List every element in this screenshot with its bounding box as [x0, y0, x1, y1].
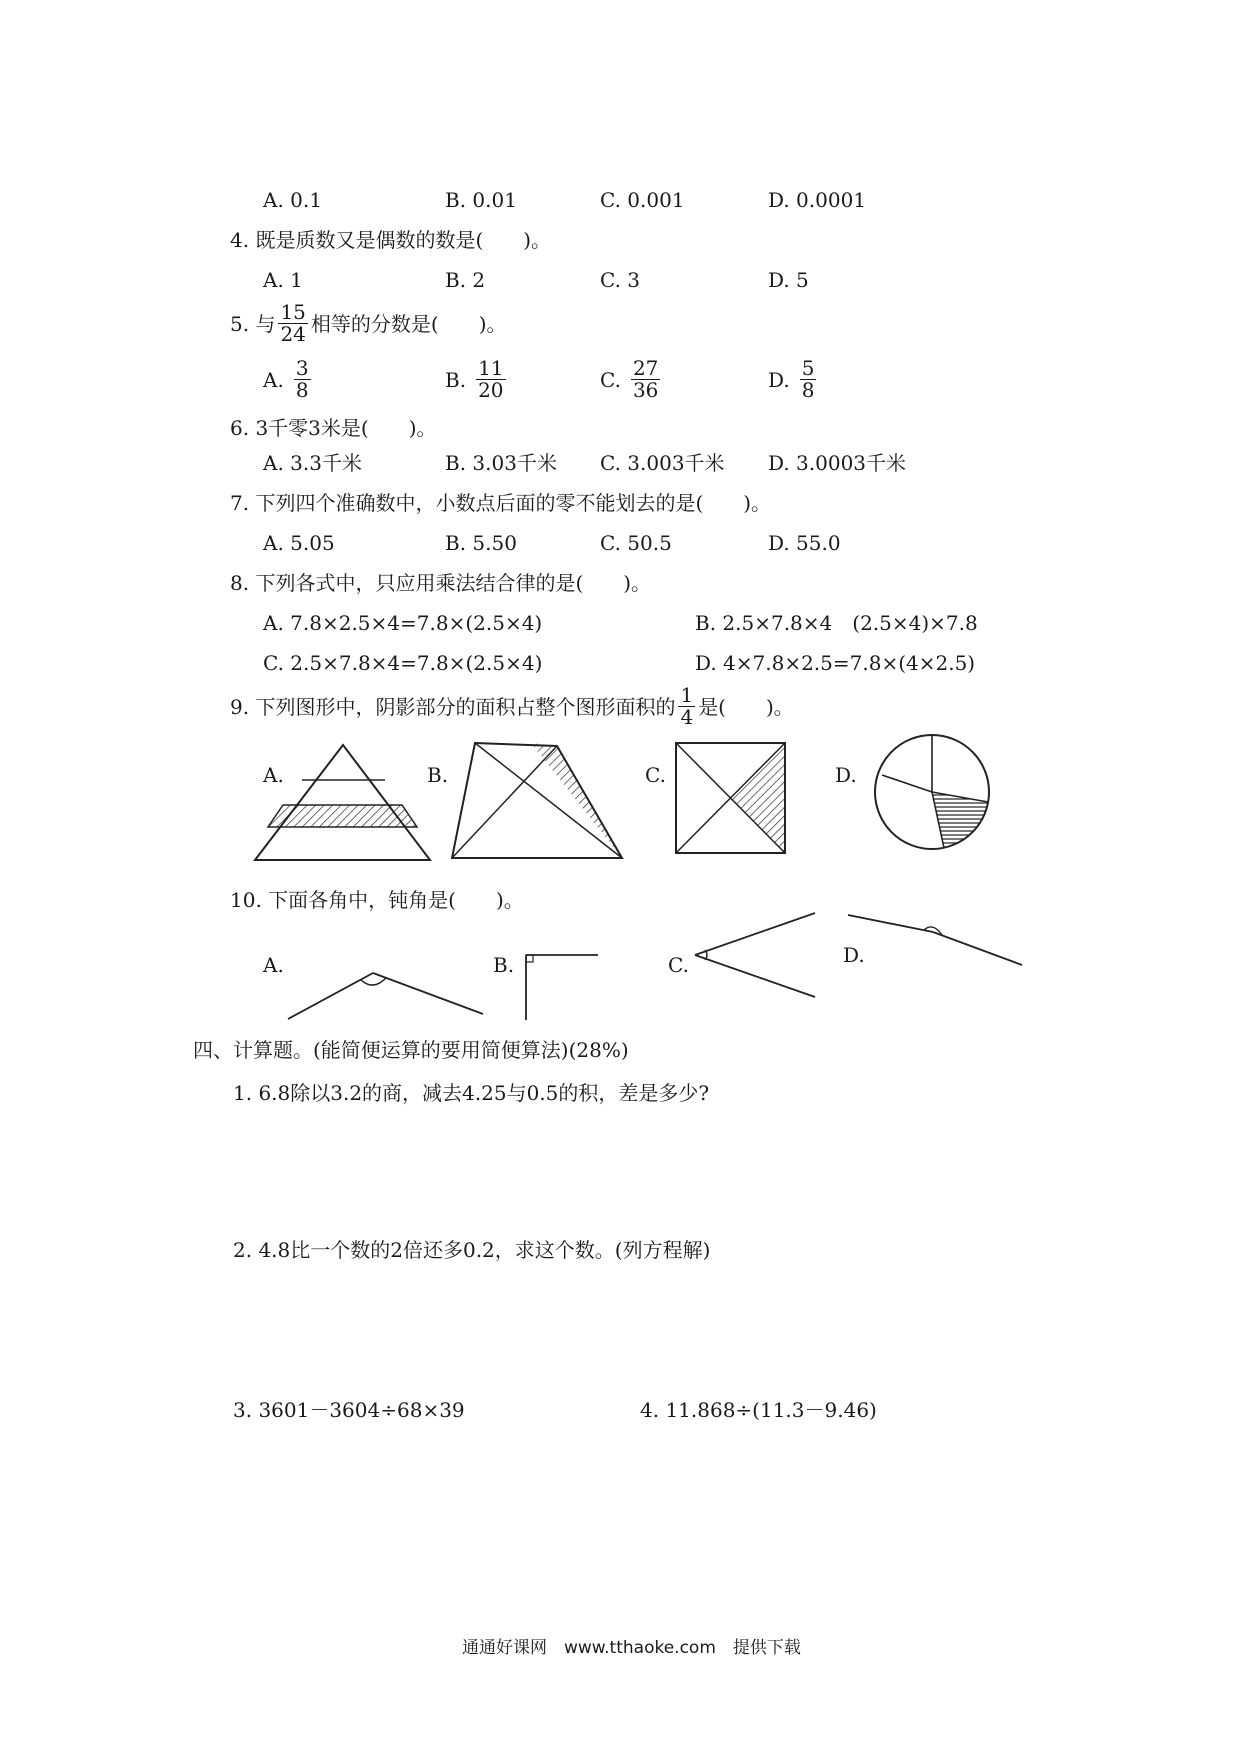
q3-option-c: C. 0.001 — [600, 188, 685, 212]
q5-option-b — [445, 358, 509, 401]
q7-option-b: B. 5.50 — [445, 531, 517, 555]
q9-label-b: B. — [427, 763, 449, 787]
q6-option-d: D. 3.0003千米 — [768, 451, 907, 475]
q3-option-a: A. 0.1 — [263, 188, 322, 212]
q8-option-b: B. 2.5×7.8×4 (2.5×4)×7.8 — [695, 611, 978, 635]
q5-option-d — [768, 358, 819, 401]
q4-option-a: A. 1 — [263, 268, 303, 292]
q5-fraction — [278, 302, 307, 345]
q10-label-c: C. — [668, 953, 689, 977]
q9-figure-a — [255, 738, 435, 863]
q5-suffix: 相等的分数是( )。 — [310, 311, 507, 336]
section4-item-1: 1. 6.8除以3.2的商，减去4.25与0.5的积，差是多少? — [233, 1081, 710, 1105]
q6-option-b: B. 3.03千米 — [445, 451, 557, 475]
q5-option-a-num: 3 — [295, 356, 309, 380]
q3-option-b: B. 0.01 — [445, 188, 517, 212]
q5-option-c-den: 36 — [632, 378, 659, 402]
q5-option-c-num: 27 — [632, 356, 659, 380]
q10-angle-d — [845, 910, 1025, 970]
q7-text: 7. 下列四个准确数中，小数点后面的零不能划去的是( )。 — [230, 491, 772, 515]
q8-option-c: C. 2.5×7.8×4=7.8×(2.5×4) — [263, 651, 543, 675]
q7-option-d: D. 55.0 — [768, 531, 841, 555]
q9-frac-num: 1 — [680, 683, 694, 707]
q4-option-b: B. 2 — [445, 268, 486, 292]
q8-option-a: A. 7.8×2.5×4=7.8×(2.5×4) — [263, 611, 543, 635]
q10-label-b: B. — [493, 953, 515, 977]
q5-prefix: 5. 与 — [230, 311, 276, 336]
footer-credit: 通通好课网 www.tthaoke.com 提供下载 — [462, 1638, 801, 1658]
q9-question — [230, 685, 794, 728]
q9-suffix: 是( )。 — [698, 694, 794, 719]
q5-option-a-den: 8 — [295, 378, 309, 402]
q8-option-d: D. 4×7.8×2.5=7.8×(4×2.5) — [695, 651, 976, 675]
q5-option-d-label: D. — [768, 367, 790, 392]
q5-option-b-num: 11 — [478, 356, 504, 380]
q4-option-c: C. 3 — [600, 268, 641, 292]
q9-label-d: D. — [835, 763, 857, 787]
q9-figure-d — [870, 730, 995, 855]
q9-prefix: 9. 下列图形中，阴影部分的面积占整个图形面积的 — [230, 694, 676, 719]
q10-angle-b — [520, 950, 600, 1022]
q4-option-d: D. 5 — [768, 268, 809, 292]
q5-option-d-num: 5 — [801, 356, 815, 380]
section4-item-3: 3. 3601－3604÷68×39 — [233, 1398, 465, 1422]
q10-angle-a — [285, 965, 485, 1025]
q10-angle-c — [690, 910, 820, 1000]
q10-label-a: A. — [263, 953, 284, 977]
q4-text: 4. 既是质数又是偶数的数是( )。 — [230, 228, 552, 252]
q10-label-d: D. — [843, 943, 865, 967]
q5-question — [230, 302, 507, 345]
q6-option-c: C. 3.003千米 — [600, 451, 725, 475]
q9-label-c: C. — [645, 763, 666, 787]
q3-option-d: D. 0.0001 — [768, 188, 867, 212]
q7-option-c: C. 50.5 — [600, 531, 672, 555]
q5-frac-den: 24 — [280, 322, 306, 346]
q6-text: 6. 3千零3米是( )。 — [230, 416, 437, 440]
q5-option-c — [600, 358, 663, 401]
q5-option-a-label: A. — [263, 367, 284, 392]
section4-item-2: 2. 4.8比一个数的2倍还多0.2，求这个数。(列方程解) — [233, 1238, 711, 1262]
section4-item-4: 4. 11.868÷(11.3－9.46) — [640, 1398, 877, 1422]
q8-text: 8. 下列各式中，只应用乘法结合律的是( )。 — [230, 571, 652, 595]
q5-option-c-label: C. — [600, 367, 621, 392]
q9-figure-b — [447, 740, 635, 860]
q9-fraction — [678, 685, 695, 728]
q9-figure-c — [673, 740, 789, 856]
section4-title: 四、计算题。(能简便运算的要用简便算法)(28%) — [193, 1038, 629, 1062]
q6-option-a: A. 3.3千米 — [263, 451, 362, 475]
q9-frac-den: 4 — [680, 705, 694, 729]
q7-option-a: A. 5.05 — [263, 531, 335, 555]
q5-option-b-label: B. — [445, 367, 467, 392]
q5-option-a — [263, 358, 314, 401]
q5-option-d-den: 8 — [801, 378, 815, 402]
q10-text: 10. 下面各角中，钝角是( )。 — [230, 888, 524, 912]
q5-option-b-den: 20 — [478, 378, 504, 402]
q5-frac-num: 15 — [280, 300, 306, 324]
q9-label-a: A. — [263, 763, 284, 787]
